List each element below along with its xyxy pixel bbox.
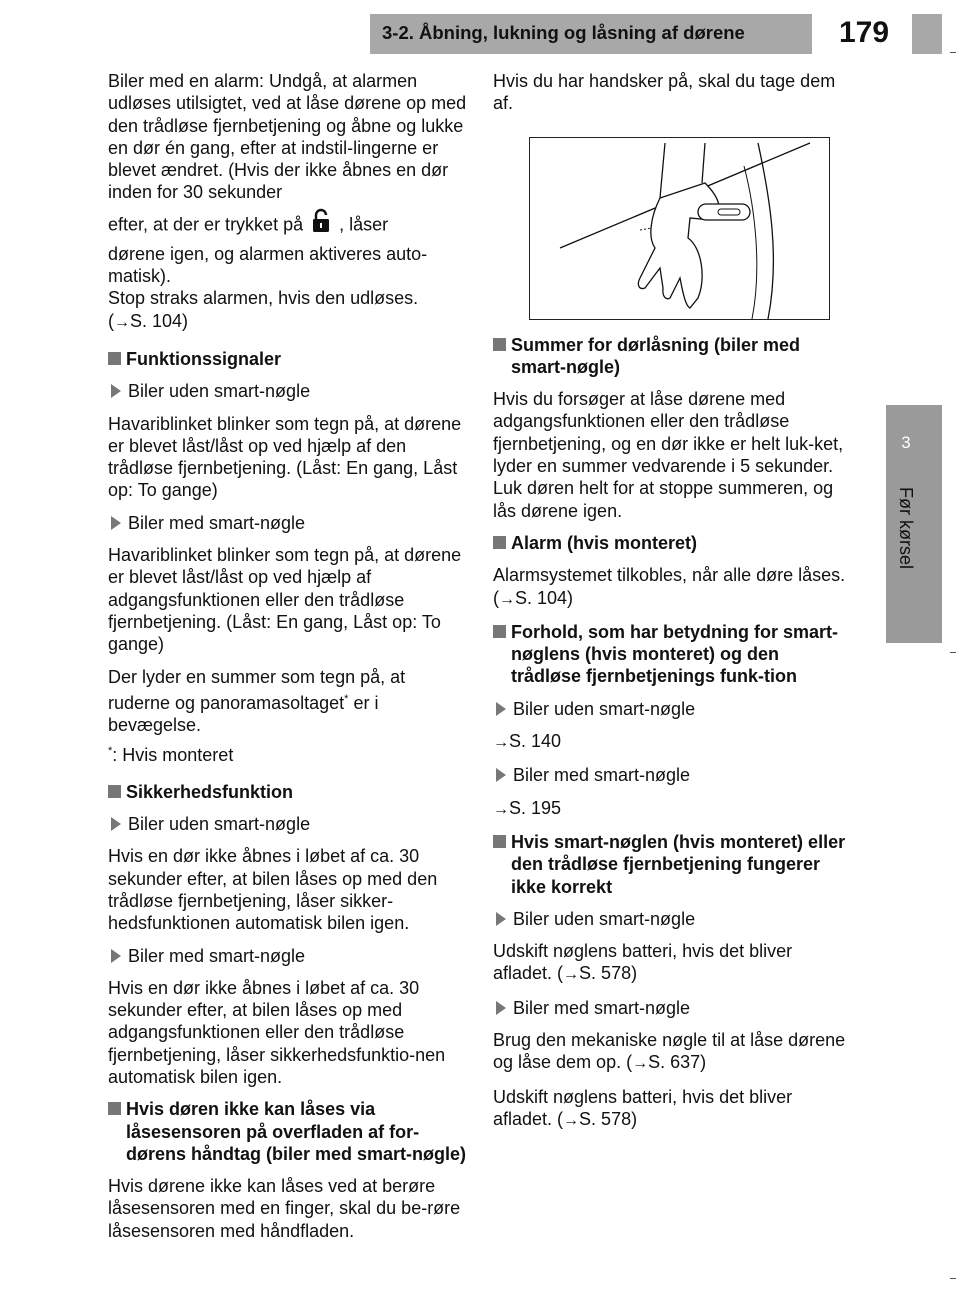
text: efter, at der er trykket på [108,214,304,235]
arrow-right-icon: → [563,966,580,984]
paragraph: Stop straks alarmen, hvis den udløses. [108,288,419,309]
paragraph: Biler med en alarm: Undgå, at alarmen udløses utilsigtet, ved at låse dørene op med den trådløse fjernbetjening og åbne og lukke en dør én gang, efter at indstil-lingerne er blevet ændret. (Hvis der ikke åbnes en dør inden for 30 sekunder [108,71,467,203]
triangle-bullet-icon [496,768,506,782]
section-title: 3-2. Åbning, lukning og låsning af dørene [382,22,745,43]
chapter-label: Før kørsel [896,487,916,569]
section-heading [493,334,849,379]
triangle-bullet-icon [111,949,121,963]
paragraph [493,940,849,987]
arrow-right-icon: → [563,1111,580,1129]
text: Brug den mekaniske nøgle til at låse dørene og låse dem op. ( [493,1030,846,1073]
reference-link[interactable]: S. 578) [579,963,638,984]
heading-text: Alarm (hvis monteret) [511,532,698,553]
margin-tick [950,1278,956,1279]
paragraph [493,564,849,611]
triangle-bullet-icon [111,516,121,530]
chapter-number: 3 [901,433,911,452]
page-header [0,0,960,60]
paragraph: Havariblinket blinker som tegn på, at dørene er blevet låst/låst op ved hjælp af den trådløse fjernbetjening. (Låst: En gang, Låst op: To gange) [108,413,462,501]
reference [493,797,849,821]
subheading-text: Biler med smart-nøgle [513,765,691,786]
section-heading [108,781,468,803]
square-bullet-icon [108,352,121,365]
page-number: 179 [838,16,890,49]
subheading [108,813,468,835]
subheading-text: Biler uden smart-nøgle [128,381,311,402]
heading-text: Forhold, som har betydning for smart-nøglens (hvis monteret) og den trådløse fjernbetjenings funk-tion [511,621,839,687]
paragraph: dørene igen, og alarmen aktiveres auto-matisk). [108,243,428,287]
text: ruderne og panoramasoltaget [108,692,345,713]
subheading-text: Biler med smart-nøgle [128,512,306,533]
heading-text: Summer for dørlåsning (biler med smart-nøgle) [511,334,801,377]
text: Udskift nøglens batteri, hvis det bliver afladet. ( [493,1086,793,1129]
paragraph [493,1029,849,1076]
subheading [108,945,468,967]
text: er i bevægelse. [108,692,379,736]
heading-text: Sikkerhedsfunktion [126,781,294,802]
arrow-right-icon: → [499,590,515,608]
subheading-text: Biler med smart-nøgle [513,997,691,1018]
subheading [108,380,468,402]
reference-link[interactable]: S. 195 [509,797,562,818]
reference-link[interactable]: S. 104) [130,310,189,331]
paragraph [108,208,468,243]
arrow-right-icon: → [493,800,509,818]
text: Der lyder en summer som tegn på, at [108,666,406,687]
hand-on-door-handle-illustration [529,137,830,320]
reference-link[interactable]: S. 637) [648,1052,707,1073]
paragraph [493,1086,849,1133]
square-bullet-icon [108,1102,121,1115]
paragraph: Der lyder en summer som tegn på, at ruderne og panoramasoltaget* er i bevægelse. [108,666,406,736]
square-bullet-icon [108,785,121,798]
footnote-text: : Hvis monteret [112,745,234,766]
triangle-bullet-icon [496,1001,506,1015]
section-heading [493,532,849,554]
reference [493,730,849,754]
paragraph: Hvis dørene ikke kan låses ved at berøre låsesensoren med en finger, skal du be-røre låsesensoren med håndfladen. [108,1176,461,1241]
subheading-text: Biler med smart-nøgle [128,945,306,966]
reference: (→S. 104) [108,310,189,331]
triangle-bullet-icon [111,817,121,831]
reference-link[interactable]: S. 140 [509,731,562,752]
paragraph: Hvis du forsøger at låse dørene med adgangsfunktionen eller den trådløse fjernbetjening, og en dør ikke er helt luk-ket, lyder en summer vedvarende i 5 sekunder. Luk døren helt for at stoppe summeren, og lås dørene igen. [493,389,844,521]
heading-text: Hvis smart-nøglen (hvis monteret) eller den trådløse fjernbetjening fungerer ikke korrekt [511,831,846,897]
reference-link[interactable]: S. 578) [579,1108,638,1129]
section-heading [493,621,849,688]
reference-link[interactable]: S. 104) [515,587,574,608]
subheading-text: Biler uden smart-nøgle [128,814,311,835]
section-heading [108,1098,468,1165]
paragraph: Havariblinket blinker som tegn på, at dørene er blevet låst/låst op ved hjælp af adgangsfunktionen eller den trådløse fjernbetjening. (Låst: En gang, Låst op: To gange) [108,545,462,655]
right-column [493,70,849,1142]
square-bullet-icon [493,338,506,351]
square-bullet-icon [493,536,506,549]
text: Alarmsystemet tilkobles, når alle døre låses. ( [493,565,846,608]
subheading [493,908,849,930]
arrow-right-icon: → [493,734,509,752]
subheading-text: Biler uden smart-nøgle [513,908,696,929]
margin-tick [950,652,956,653]
subheading [108,512,468,534]
heading-text: Hvis døren ikke kan låses via låsesensoren på overfladen af for-dørens håndtag (biler med smart-nøgle) [126,1099,467,1164]
section-heading [493,831,849,898]
footnote: *: Hvis monteret [108,745,234,766]
text: , låser [339,214,389,235]
text: Udskift nøglens batteri, hvis det bliver afladet. ( [493,941,793,984]
triangle-bullet-icon [111,384,121,398]
triangle-bullet-icon [496,702,506,716]
paragraph: Hvis du har handsker på, skal du tage dem af. [493,71,836,114]
arrow-right-icon: → [632,1055,649,1073]
section-heading [108,348,468,370]
left-column [108,70,468,1252]
heading-text: Funktionssignaler [126,348,282,369]
square-bullet-icon [493,625,506,638]
arrow-right-icon: → [114,313,130,331]
paragraph: Hvis en dør ikke åbnes i løbet af ca. 30 sekunder efter, at bilen låses op med adgangsfunktionen eller den trådløse fjernbetjening, låser sikkerhedsfunktio-nen automatisk bilen igen. [108,977,446,1087]
paragraph: Hvis en dør ikke åbnes i løbet af ca. 30 sekunder efter, at bilen låses op med den trådløse fjernbetjening, låser sikker-hedsfunktionen automatisk bilen igen. [108,846,438,934]
subheading [493,764,849,786]
subheading [493,997,849,1019]
margin-tick [950,52,956,53]
triangle-bullet-icon [496,912,506,926]
square-bullet-icon [493,835,506,848]
subheading-text: Biler uden smart-nøgle [513,698,696,719]
lock-icon [311,208,331,243]
subheading [493,698,849,720]
